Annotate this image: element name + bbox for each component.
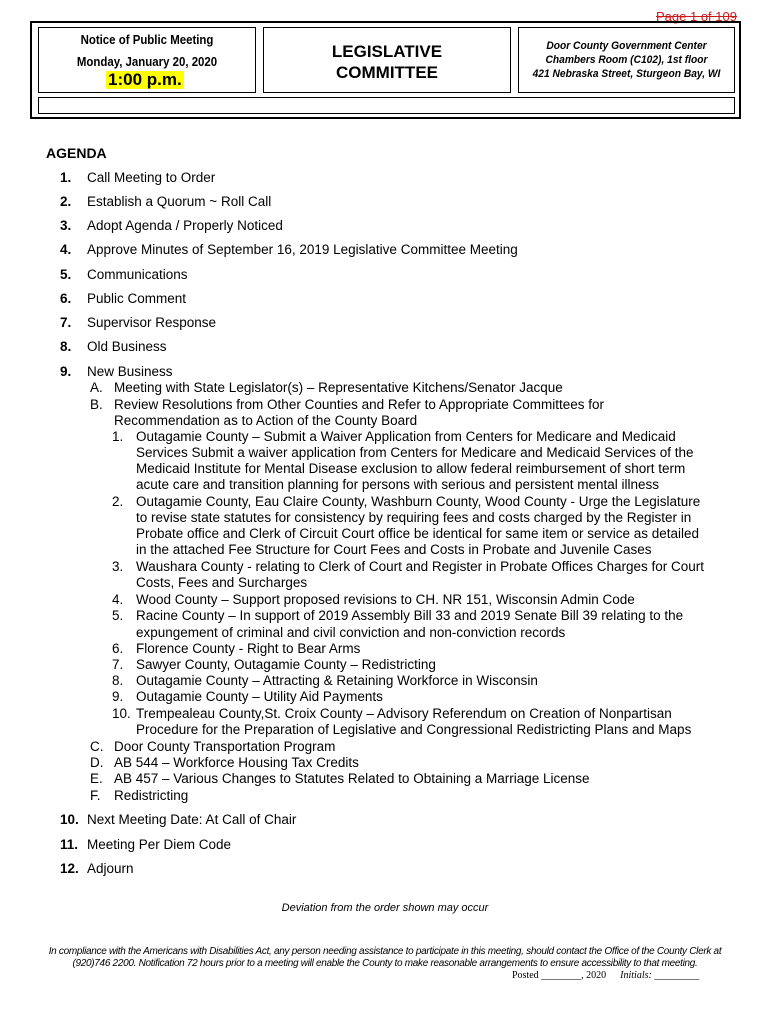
item-number: 1. [60,170,72,185]
item-number: 8. [60,339,72,354]
item-text: Next Meeting Date: At Call of Chair [87,812,297,827]
item-text: Meeting Per Diem Code [87,837,232,852]
initials-field: Initials: _________ [620,970,700,981]
item-text: Public Comment [87,291,187,306]
header-blank-bar [38,97,735,114]
item-number: 10. [60,812,79,827]
location-line3: 421 Nebraska Street, Sturgeon Bay, WI [532,68,721,80]
committee-name-line1: LEGISLATIVE [331,42,443,61]
meeting-header [30,21,741,119]
committee-name-line2: COMMITTEE [336,63,438,82]
item-number: 3. [60,218,72,233]
ada-compliance-notice [20,946,750,970]
compliance-line2: (920)746 2200. Notification 72 hours prior to a meeting will enable the County to make reasonable arrangements to ensure accessibility to that meeting. [72,958,698,969]
item-number: 5. [60,267,72,282]
location-line1: Door County Government Center [546,40,707,52]
posted-line [512,970,699,981]
item-number: 4. [60,242,72,257]
committee-name [264,41,510,83]
item-number: 7. [60,315,72,330]
committee-box [263,27,511,93]
deviation-note: Deviation from the order shown may occur [281,902,489,914]
item-text: New Business [87,364,173,379]
item-text: Call Meeting to Order [87,170,216,185]
item-text: Establish a Quorum ~ Roll Call [87,194,272,209]
meeting-time: 1:00 p.m. [108,70,182,89]
compliance-line1: In compliance with the Americans with Disabilities Act, any person needing assistance to participate in this meeting, should contact the Office of the County Clerk at [48,946,722,957]
item-text: Communications [87,267,188,282]
meeting-date: Monday, January 20, 2020 [76,54,218,69]
meeting-location [527,39,727,81]
item-number: 2. [60,194,72,209]
item-number: 11. [60,837,79,852]
item-text: Old Business [87,339,167,354]
item-text: Adopt Agenda / Properly Noticed [87,218,283,233]
item-number: 6. [60,291,72,306]
notice-title: Notice of Public Meeting [80,32,214,47]
notice-box [38,27,256,93]
item-text: Adjourn [87,861,134,876]
item-number: 12. [60,861,79,876]
agenda-title: AGENDA [46,145,107,161]
item-number: 9. [60,364,72,379]
location-box [518,27,735,93]
item-text: Approve Minutes of September 16, 2019 Legislative Committee Meeting [87,242,518,257]
location-line2: Chambers Room (C102), 1st floor [545,54,708,66]
item-text: Supervisor Response [87,315,217,330]
posted-date: Posted ________, 2020 [512,970,607,981]
page-number: Page 1 of 109 [656,9,737,24]
